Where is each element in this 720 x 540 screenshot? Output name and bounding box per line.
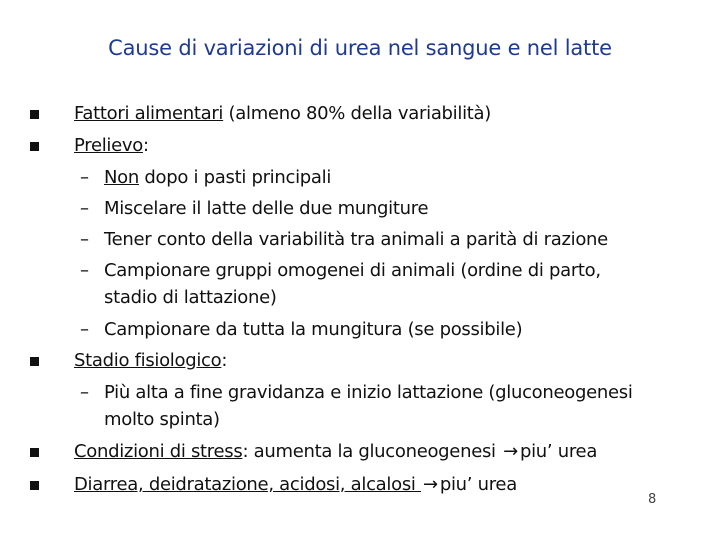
bullet-condizioni-stress <box>74 440 597 464</box>
bullet-marker <box>30 481 39 490</box>
bullet-fattori-alimentari <box>74 102 491 126</box>
bullet-result: piu’ urea <box>519 441 598 462</box>
bullet-marker <box>30 110 39 119</box>
bullet-marker <box>30 357 39 366</box>
bullet-marker <box>30 142 39 151</box>
bullet-stadio-fisiologico <box>74 349 227 373</box>
dash-marker: – <box>80 198 89 219</box>
dash-marker: – <box>80 382 89 403</box>
subitem-non-dopo-pasti <box>104 166 331 190</box>
bullet-heading: Prelievo <box>74 135 143 156</box>
subitem-campionare-gruppi-continued: stadio di lattazione) <box>104 287 277 308</box>
dash-marker: – <box>80 167 89 188</box>
subitem-tener-conto: Tener conto della variabilità tra animali a parità di razione <box>104 229 608 250</box>
dash-marker: – <box>80 260 89 281</box>
subitem-piu-alta: Più alta a fine gravidanza e inizio lattazione (gluconeogenesi <box>104 382 633 403</box>
subitem-text: dopo i pasti principali <box>139 167 332 188</box>
subitem-campionare-mungitura: Campionare da tutta la mungitura (se possibile) <box>104 319 523 340</box>
arrow-right-icon: → <box>503 441 518 462</box>
slide-title: Cause di variazioni di urea nel sangue e nel latte <box>108 36 612 60</box>
bullet-text: : <box>221 350 228 371</box>
bullet-text: : aumenta la gluconeogenesi <box>242 441 496 462</box>
dash-marker: – <box>80 229 89 250</box>
dash-marker: – <box>80 319 89 340</box>
subitem-campionare-gruppi: Campionare gruppi omogenei di animali (ordine di parto, <box>104 260 601 281</box>
bullet-heading: Fattori alimentari <box>74 103 224 124</box>
bullet-text: (almeno 80% della variabilità) <box>223 103 491 124</box>
bullet-marker <box>30 448 39 457</box>
bullet-heading: Condizioni di stress <box>74 441 243 462</box>
arrow-right-icon: → <box>423 474 438 495</box>
subitem-miscelare: Miscelare il latte delle due mungiture <box>104 198 429 219</box>
subitem-piu-alta-continued: molto spinta) <box>104 409 220 430</box>
bullet-heading: Diarrea, deidratazione, acidosi, alcalosi <box>74 474 422 495</box>
bullet-heading: Stadio fisiologico <box>74 350 222 371</box>
bullet-result: piu’ urea <box>439 474 517 495</box>
subitem-emphasis: Non <box>104 167 139 188</box>
bullet-prelievo <box>74 134 149 158</box>
page-number: 8 <box>648 492 657 507</box>
bullet-text: : <box>142 135 149 156</box>
bullet-diarrea <box>74 473 517 497</box>
